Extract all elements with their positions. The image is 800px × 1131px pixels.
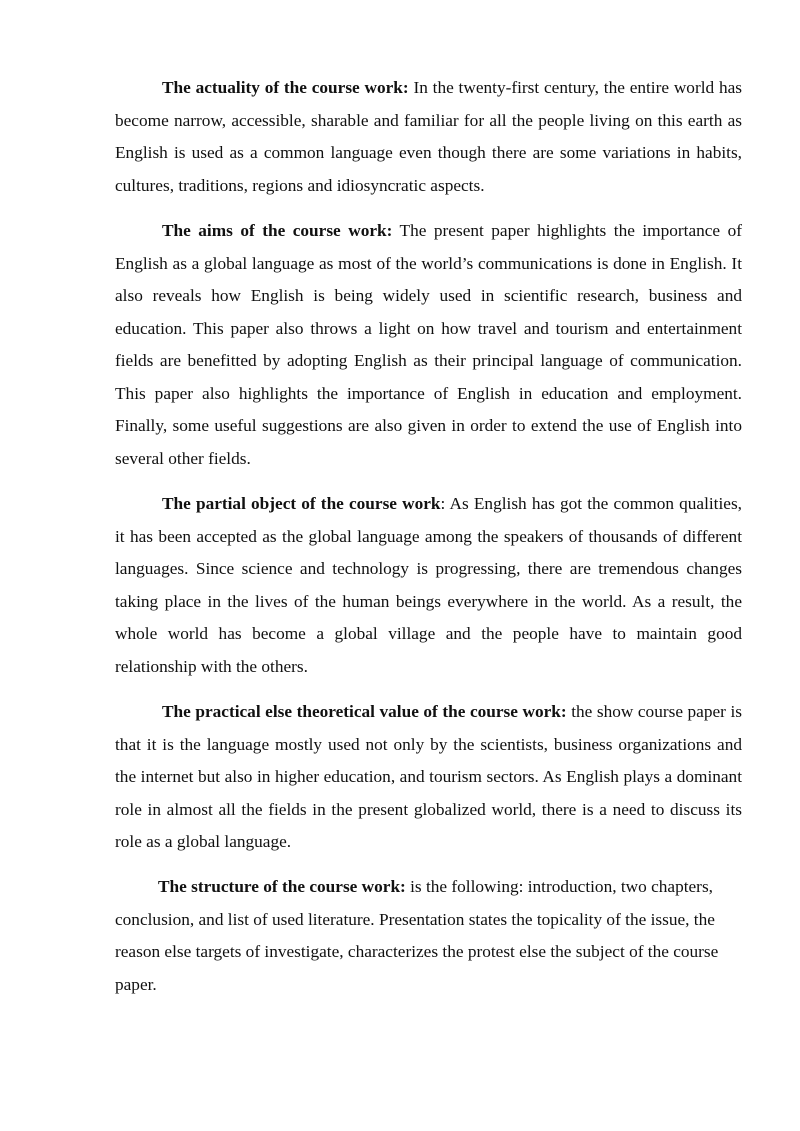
paragraph-value: [115, 696, 742, 859]
paragraph-text: The present paper highlights the importance of English as a global language as most of the world’s communications is done in English. It also reveals how English is being widely used in scientific research, business and education. This paper also throws a light on how travel and tourism and entertainment fields are benefitted by adopting English as their principal language of communication. This paper also highlights the importance of English in education and employment. Finally, some useful suggestions are also given in order to extend the use of English into several other fields.: [115, 221, 742, 468]
paragraph-heading: The partial object of the course work: [162, 494, 441, 513]
paragraph-heading: The structure of the course work:: [158, 877, 406, 896]
paragraph-heading: The actuality of the course work:: [162, 78, 409, 97]
paragraph-actuality: [115, 72, 742, 202]
paragraph-text: : As English has got the common qualities, it has been accepted as the global language among the speakers of thousands of different languages. Since science and technology is progressing, there are tremendous changes taking place in the lives of the human beings everywhere in the world. As a result, the whole world has become a global village and the people have to maintain good relationship with the others.: [115, 494, 742, 676]
paragraph-aims: [115, 215, 742, 475]
paragraph-partial-object: [115, 488, 742, 683]
paragraph-heading: The practical else theoretical value of the course work:: [162, 702, 567, 721]
paragraph-structure: [115, 871, 735, 1001]
paragraph-heading: The aims of the course work:: [162, 221, 393, 240]
paragraph-text: the show course paper is that it is the language mostly used not only by the scientists, business organizations and the internet but also in higher education, and tourism sectors. As English plays a dominant role in almost all the fields in the present globalized world, there is a need to discuss its role as a global language.: [115, 702, 742, 851]
paragraph-text: In the twenty-first century, the entire world has become narrow, accessible, sharable and familiar for all the people living on this earth as English is used as a common language even though there are some variations in habits, cultures, traditions, regions and idiosyncratic aspects.: [115, 78, 742, 195]
paragraph-text: is the following: introduction, two chapters, conclusion, and list of used literature. Presentation states the topicality of the issue, the reason else targets of investigate, characterizes the protest else the subject of the course paper.: [115, 877, 719, 994]
